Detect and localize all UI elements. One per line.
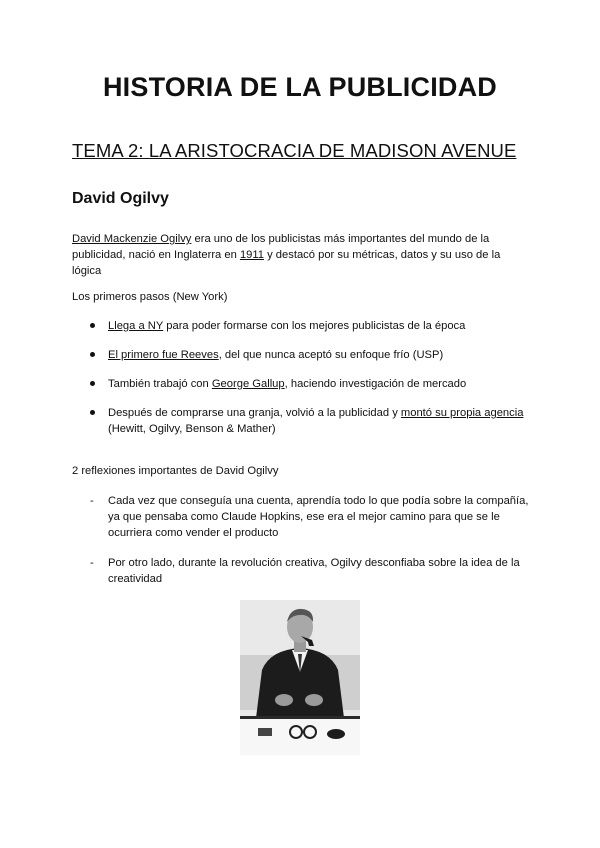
intro-text-b: y destacó por su métricas, datos y su uso de la lógica bbox=[72, 249, 501, 277]
bullet-text-pre: También trabajó con bbox=[108, 378, 212, 390]
list-item bbox=[90, 493, 530, 541]
topic-subtitle: TEMA 2: LA ARISTOCRACIA DE MADISON AVENUE bbox=[72, 140, 517, 161]
bullet-text-pre: Después de comprarse una granja, volvió a la publicidad y bbox=[108, 407, 401, 419]
reflections-label: 2 reflexiones importantes de David Ogilvy bbox=[72, 465, 279, 477]
list-item bbox=[90, 376, 530, 392]
year-link[interactable]: 1911 bbox=[239, 249, 264, 261]
portrait-illustration bbox=[240, 600, 360, 755]
bullet-link[interactable]: Llega a NY bbox=[108, 320, 164, 332]
dash-marker: - bbox=[90, 495, 94, 507]
bullet-dot-icon bbox=[90, 410, 95, 415]
first-steps-label: Los primeros pasos (New York) bbox=[72, 291, 228, 303]
intro-text-a: era uno de los publicistas más importantes del mundo de la publicidad, nació en Inglaterra en bbox=[72, 233, 490, 261]
document-title: HISTORIA DE LA PUBLICIDAD bbox=[102, 72, 497, 102]
reflection-text: Por otro lado, durante la revolución creativa, Ogilvy desconfiaba sobre la idea de la creatividad bbox=[108, 557, 520, 585]
bullet-text: , del que nunca aceptó su enfoque frío (USP) bbox=[218, 349, 444, 361]
list-item bbox=[90, 318, 530, 334]
dash-marker: - bbox=[90, 557, 94, 569]
intro-paragraph bbox=[72, 231, 532, 279]
bullet-link[interactable]: montó su propia agencia bbox=[400, 407, 524, 419]
bullet-dot-icon bbox=[90, 323, 95, 328]
bullet-link[interactable]: El primero fue Reeves bbox=[108, 349, 219, 361]
bullet-dot-icon bbox=[90, 352, 95, 357]
list-item bbox=[90, 555, 530, 587]
section-heading: David Ogilvy bbox=[72, 190, 169, 207]
reflections-list bbox=[90, 493, 530, 587]
bullet-dot-icon bbox=[90, 381, 95, 386]
bullet-text: , haciendo investigación de mercado bbox=[284, 378, 467, 390]
bullet-link[interactable]: George Gallup bbox=[211, 378, 285, 390]
list-item bbox=[90, 405, 530, 437]
list-item bbox=[90, 347, 530, 363]
bullet-text: para poder formarse con los mejores publicistas de la época bbox=[163, 320, 466, 332]
bullet-text: (Hewitt, Ogilvy, Benson & Mather) bbox=[108, 423, 276, 435]
portrait-photo bbox=[240, 600, 360, 755]
bullet-list bbox=[90, 318, 530, 437]
name-link[interactable]: David Mackenzie Ogilvy bbox=[72, 233, 192, 245]
reflection-text: Cada vez que conseguía una cuenta, aprendía todo lo que podía sobre la compañía, ya que pensaba como Claude Hopkins, ese era el mejor camino para que se le ocurriera como vender el producto bbox=[108, 495, 529, 539]
